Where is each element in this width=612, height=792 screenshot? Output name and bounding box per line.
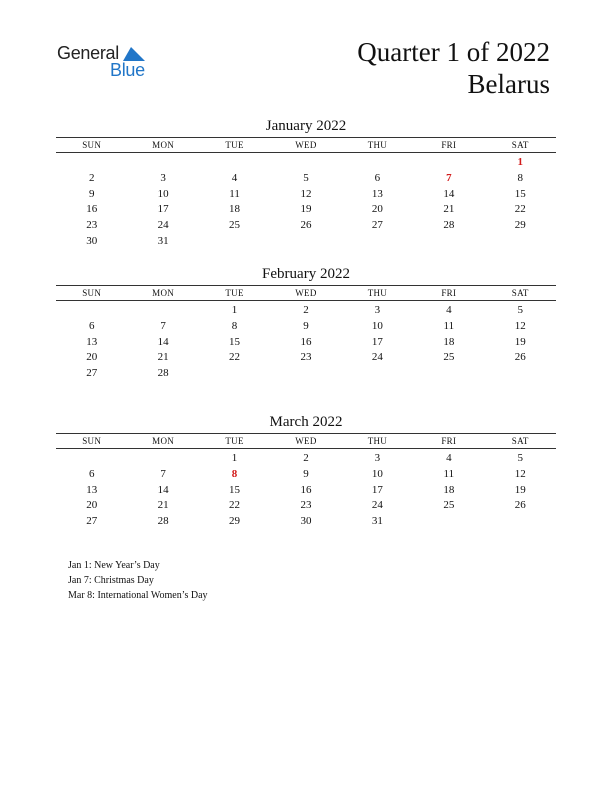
holiday-day-cell: 1 <box>517 156 523 168</box>
day-cell: 10 <box>371 467 383 480</box>
day-cell: 2 <box>303 452 309 464</box>
day-cell: 4 <box>446 452 452 464</box>
day-cell: 29 <box>229 515 241 528</box>
day-cell: 25 <box>443 351 455 364</box>
day-cell: 27 <box>86 367 98 380</box>
weekday-label: TUE <box>225 288 244 298</box>
day-cell: 19 <box>300 203 312 216</box>
day-grid <box>56 451 556 530</box>
day-cell: 26 <box>514 351 526 364</box>
day-cell: 3 <box>374 452 381 464</box>
empty-day-cell <box>270 234 341 250</box>
holiday-note: Mar 8: International Women’s Day <box>68 590 208 601</box>
day-cell: 20 <box>86 351 98 364</box>
day-cell: 19 <box>514 483 526 496</box>
day-cell: 22 <box>514 203 526 216</box>
weekday-label: SAT <box>511 288 529 298</box>
day-cell: 30 <box>300 515 312 528</box>
day-cell: 12 <box>514 319 526 332</box>
empty-day-cell <box>270 366 341 382</box>
day-cell: 9 <box>303 319 309 332</box>
day-cell: 27 <box>86 515 98 528</box>
holiday-day-cell: 7 <box>446 171 452 184</box>
weekday-label: SUN <box>82 140 102 150</box>
day-cell: 18 <box>229 203 241 216</box>
day-cell: 20 <box>371 203 383 216</box>
day-cell: 4 <box>231 171 238 184</box>
weekday-label: FRI <box>441 436 457 446</box>
empty-day-cell <box>413 366 484 382</box>
weekday-label: TUE <box>225 140 244 150</box>
weekday-header <box>56 285 556 301</box>
day-cell: 5 <box>517 304 523 316</box>
month-title: February 2022 <box>262 266 350 282</box>
holiday-notes <box>68 558 208 603</box>
weekday-label: MON <box>152 288 175 298</box>
generalblue-logo <box>57 43 157 83</box>
day-cell: 21 <box>157 499 169 512</box>
empty-day-cell <box>413 514 484 530</box>
day-cell: 30 <box>86 234 98 247</box>
month-title: March 2022 <box>269 414 343 430</box>
empty-day-cell <box>485 234 556 250</box>
day-cell: 26 <box>300 219 312 232</box>
empty-day-cell <box>342 234 413 250</box>
day-cell: 18 <box>443 483 455 496</box>
weekday-label: FRI <box>441 288 457 298</box>
month-title: January 2022 <box>265 118 347 134</box>
day-cell: 23 <box>300 499 312 512</box>
day-cell: 2 <box>303 304 309 316</box>
empty-day-cell <box>56 303 127 319</box>
empty-day-cell <box>56 155 127 171</box>
weekday-label: MON <box>152 140 175 150</box>
day-cell: 15 <box>229 483 241 496</box>
logo-word-general: General <box>57 43 119 63</box>
weekday-label: THU <box>367 436 388 446</box>
logo-triangle-icon <box>123 47 145 61</box>
day-cell: 1 <box>231 452 238 464</box>
day-cell: 25 <box>229 219 241 232</box>
weekday-label: SAT <box>511 140 529 150</box>
day-cell: 17 <box>371 335 383 348</box>
day-cell: 22 <box>229 351 241 364</box>
title-quarter: Quarter 1 of 2022 <box>357 37 550 67</box>
day-cell: 24 <box>157 219 169 232</box>
weekday-header <box>56 137 556 153</box>
day-cell: 27 <box>371 219 383 232</box>
day-cell: 5 <box>517 452 523 464</box>
day-cell: 15 <box>229 335 241 348</box>
day-cell: 7 <box>160 467 166 480</box>
day-cell: 16 <box>86 203 98 216</box>
weekday-label: MON <box>152 436 175 446</box>
weekday-label: WED <box>295 140 317 150</box>
day-cell: 23 <box>300 351 312 364</box>
empty-day-cell <box>127 155 198 171</box>
day-cell: 22 <box>229 499 241 512</box>
weekday-label: FRI <box>441 140 457 150</box>
day-cell: 18 <box>443 335 455 348</box>
month-january <box>56 117 556 250</box>
day-cell: 19 <box>514 335 526 348</box>
page-title <box>357 36 550 100</box>
day-cell: 6 <box>374 171 381 184</box>
day-cell: 12 <box>514 467 526 480</box>
day-cell: 16 <box>300 483 312 496</box>
day-cell: 26 <box>514 499 526 512</box>
weekday-label: SUN <box>82 288 102 298</box>
day-cell: 14 <box>443 187 455 200</box>
month-february <box>56 265 556 382</box>
day-cell: 31 <box>157 234 169 247</box>
empty-day-cell <box>127 303 198 319</box>
day-cell: 20 <box>86 499 98 512</box>
day-cell: 17 <box>157 203 169 216</box>
day-cell: 11 <box>229 187 240 200</box>
empty-day-cell <box>270 155 341 171</box>
empty-day-cell <box>199 155 270 171</box>
day-cell: 17 <box>371 483 383 496</box>
day-cell: 13 <box>371 187 383 200</box>
day-cell: 31 <box>371 515 383 528</box>
day-cell: 13 <box>86 483 98 496</box>
day-cell: 3 <box>160 171 166 184</box>
empty-day-cell <box>199 234 270 250</box>
empty-day-cell <box>127 451 198 467</box>
day-cell: 16 <box>300 335 312 348</box>
empty-day-cell <box>342 366 413 382</box>
weekday-label: WED <box>295 436 317 446</box>
day-cell: 5 <box>303 171 309 184</box>
holiday-day-cell: 8 <box>231 467 238 480</box>
day-cell: 11 <box>443 467 455 480</box>
empty-day-cell <box>485 366 556 382</box>
day-cell: 8 <box>517 171 523 184</box>
day-cell: 21 <box>443 203 455 216</box>
day-cell: 9 <box>88 187 95 200</box>
weekday-label: SAT <box>511 436 529 446</box>
month-march <box>56 413 556 530</box>
title-country: Belarus <box>467 69 550 99</box>
weekday-label: THU <box>367 288 388 298</box>
day-cell: 23 <box>86 219 98 232</box>
day-cell: 7 <box>160 319 166 332</box>
weekday-header <box>56 433 556 449</box>
empty-day-cell <box>342 155 413 171</box>
weekday-label: THU <box>367 140 388 150</box>
empty-day-cell <box>413 155 484 171</box>
day-cell: 4 <box>446 304 452 316</box>
day-cell: 15 <box>514 187 526 200</box>
weekday-label: TUE <box>225 436 244 446</box>
day-cell: 28 <box>443 219 455 232</box>
day-cell: 25 <box>443 499 455 512</box>
day-cell: 24 <box>371 499 383 512</box>
weekday-label: SUN <box>82 436 102 446</box>
day-cell: 14 <box>157 483 169 496</box>
holiday-note: Jan 7: Christmas Day <box>68 575 154 586</box>
day-cell: 3 <box>374 304 381 316</box>
day-grid <box>56 303 556 382</box>
empty-day-cell <box>199 366 270 382</box>
day-cell: 24 <box>371 351 383 364</box>
day-cell: 8 <box>231 319 238 332</box>
day-cell: 14 <box>157 335 169 348</box>
day-cell: 28 <box>157 515 169 528</box>
day-cell: 13 <box>86 335 98 348</box>
day-cell: 10 <box>157 187 169 200</box>
day-cell: 2 <box>88 171 95 184</box>
day-cell: 9 <box>303 467 309 480</box>
day-cell: 6 <box>88 467 95 480</box>
holiday-note: Jan 1: New Year’s Day <box>68 560 160 571</box>
day-cell: 11 <box>443 319 455 332</box>
day-cell: 29 <box>514 219 526 232</box>
empty-day-cell <box>56 451 127 467</box>
day-cell: 10 <box>371 319 383 332</box>
empty-day-cell <box>485 514 556 530</box>
logo-word-blue: Blue <box>110 60 145 80</box>
day-cell: 21 <box>157 351 169 364</box>
day-cell: 28 <box>157 367 169 380</box>
day-grid <box>56 155 556 250</box>
empty-day-cell <box>413 234 484 250</box>
day-cell: 1 <box>231 304 238 316</box>
weekday-label: WED <box>295 288 317 298</box>
day-cell: 6 <box>88 319 95 332</box>
day-cell: 12 <box>300 187 312 200</box>
